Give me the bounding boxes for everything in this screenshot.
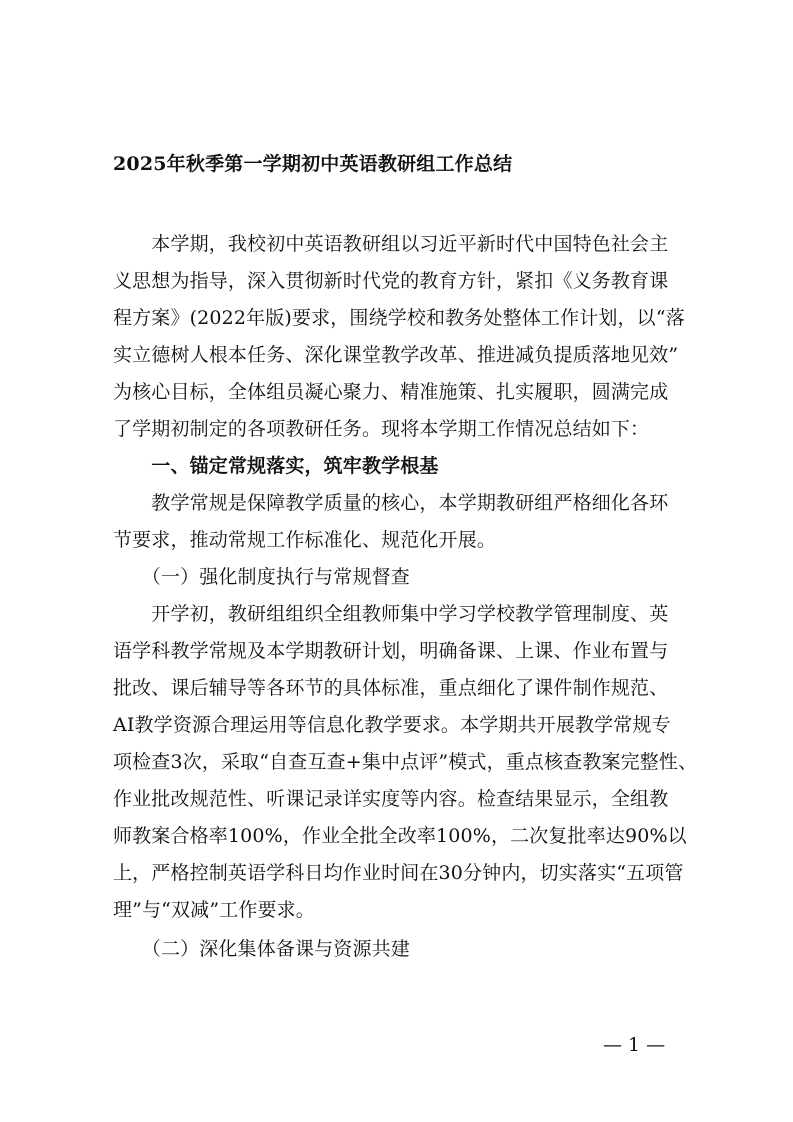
page-number: — 1 — <box>603 1034 666 1056</box>
body-line: 本学期，我校初中英语教研组以习近平新时代中国特色社会主 <box>113 233 669 255</box>
subsection-heading: （二）深化集体备课与资源共建 <box>113 938 410 960</box>
body-line: 教学常规是保障教学质量的核心，本学期教研组严格细化各环 <box>113 492 669 514</box>
body-line: 义思想为指导，深入贯彻新时代党的教育方针，紧扣《义务教育课 <box>113 270 669 292</box>
body-line: 了学期初制定的各项教研任务。现将本学期工作情况总结如下： <box>113 418 650 440</box>
body-line: 实立德树人根本任务、深化课堂教学改革、推进减负提质落地见效” <box>113 344 679 366</box>
body-line: 批改、课后辅导等各环节的具体标准，重点细化了课件制作规范、 <box>113 677 669 699</box>
document-title: 2025年秋季第一学期初中英语教研组工作总结 <box>113 153 513 175</box>
body-line: 节要求，推动常规工作标准化、规范化开展。 <box>113 529 497 551</box>
subsection-heading: （一）强化制度执行与常规督查 <box>113 566 410 588</box>
body-line: 程方案》(2022年版)要求，围绕学校和教务处整体工作计划，以“落 <box>113 307 685 329</box>
body-line: 语学科教学常规及本学期教研计划，明确备课、上课、作业布置与 <box>113 640 669 662</box>
body-line: AI教学资源合理运用等信息化教学要求。本学期共开展教学常规专 <box>113 714 671 736</box>
body-line: 项检查3次，采取“自查互查+集中点评”模式，重点核查教案完整性、 <box>113 751 698 773</box>
body-line: 理”与“双减”工作要求。 <box>113 899 315 921</box>
body-line: 作业批改规范性、听课记录详实度等内容。检查结果显示，全组教 <box>113 788 669 810</box>
body-line: 上，严格控制英语学科日均作业时间在30分钟内，切实落实“五项管 <box>113 862 684 884</box>
section-heading: 一、锚定常规落实，筑牢教学根基 <box>113 455 439 477</box>
body-line: 开学初，教研组组织全组教师集中学习学校教学管理制度、英 <box>113 603 669 625</box>
body-line: 师教案合格率100%，作业全批全改率100%，二次复批率达90%以 <box>113 825 687 847</box>
body-line: 为核心目标，全体组员凝心聚力、精准施策、扎实履职，圆满完成 <box>113 381 669 403</box>
